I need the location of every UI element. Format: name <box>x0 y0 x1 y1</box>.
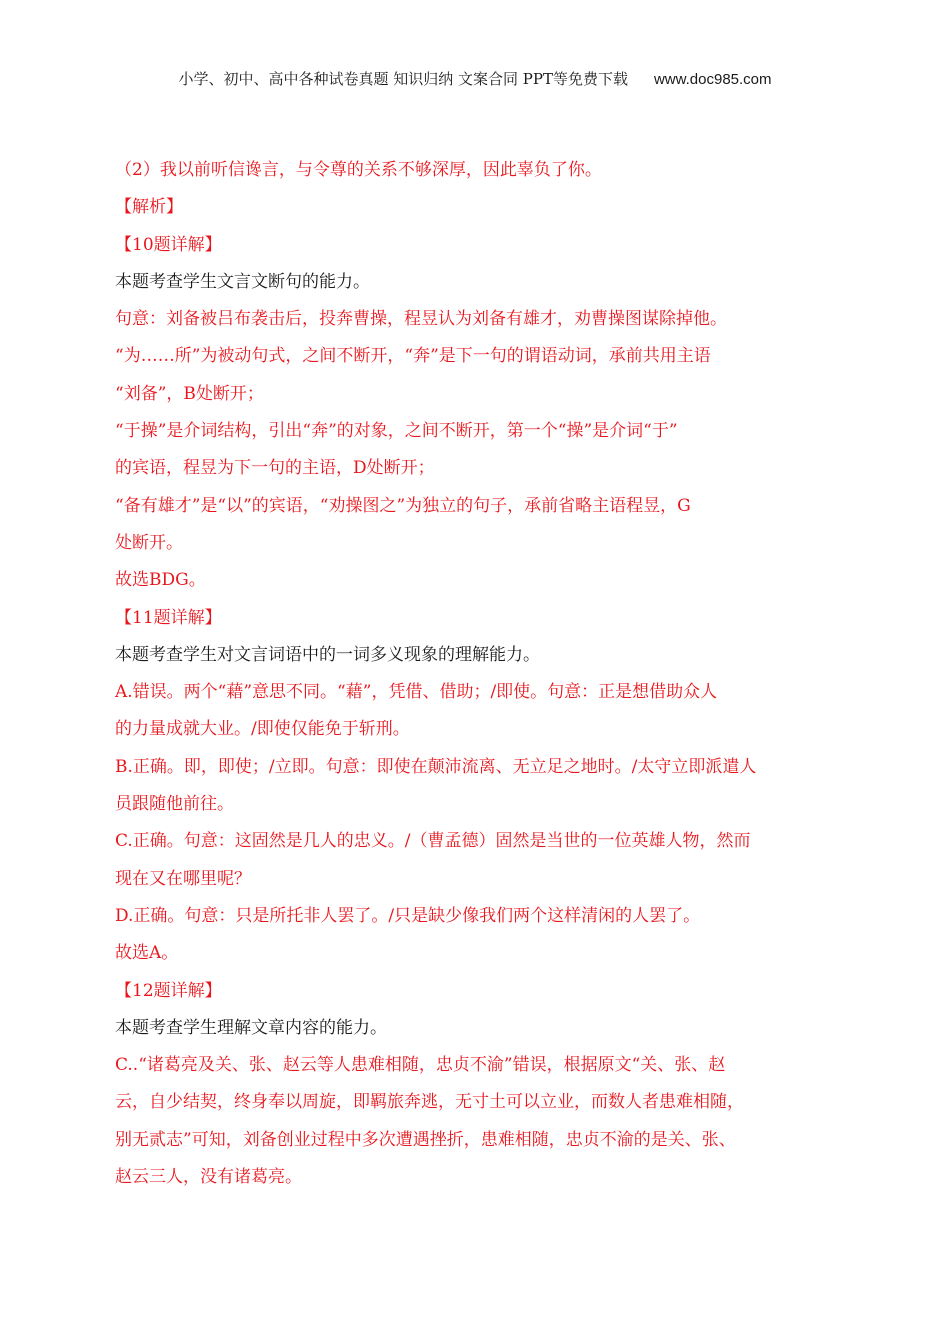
paragraph-line: “为……所”为被动句式，之间不断开，“奔”是下一句的谓语动词，承前共用主语 <box>115 346 711 367</box>
option-line: 的力量成就大业。/即使仅能免于斩刑。 <box>115 719 410 740</box>
option-line: C.正确。句意：这固然是几人的忠义。/（曹孟德）固然是当世的一位英雄人物，然而 <box>115 831 751 852</box>
question-intro: 本题考查学生文言文断句的能力。 <box>115 271 370 292</box>
option-line: A.错误。两个“藉”意思不同。“藉”，凭借、借助；/即使。句意：正是想借助众人 <box>115 682 718 703</box>
header-text: 小学、初中、高中各种试卷真题 知识归纳 文案合同 PPT等免费下载 <box>178 70 628 88</box>
option-line: B.正确。即，即使；/立即。句意：即使在颠沛流离、无立足之地时。/太守立即派遣人 <box>115 756 757 777</box>
question-heading: 【11题详解】 <box>115 607 222 628</box>
question-heading: 【10题详解】 <box>115 234 222 255</box>
paragraph-line: 处断开。 <box>115 532 183 553</box>
option-line: 员跟随他前往。 <box>115 794 234 815</box>
question-heading: 【12题详解】 <box>115 980 222 1001</box>
paragraph-line: “刘备”，B处断开； <box>115 383 264 404</box>
answer-line: （2）我以前听信谗言，与令尊的关系不够深厚，因此辜负了你。 <box>115 160 602 180</box>
page-header <box>0 68 950 89</box>
paragraph-line: 句意：刘备被吕布袭击后，投奔曹操，程昱认为刘备有雄才，劝曹操图谋除掉他。 <box>115 309 727 330</box>
question-intro: 本题考查学生对文言词语中的一词多义现象的理解能力。 <box>115 644 540 665</box>
paragraph-line: 云，自少结契，终身奉以周旋，即羁旅奔逃，无寸土可以立业，而数人者患难相随， <box>115 1092 744 1113</box>
paragraph-line: “于操”是介词结构，引出“奔”的对象，之间不断开，第一个“操”是介词“于” <box>115 421 678 442</box>
question-intro: 本题考查学生理解文章内容的能力。 <box>115 1017 387 1038</box>
paragraph-line: “备有雄才”是“以”的宾语，“劝操图之”为独立的句子，承前省略主语程昱，G <box>115 495 691 516</box>
option-line: 现在又在哪里呢？ <box>115 868 251 889</box>
section-heading: 【解析】 <box>115 197 183 218</box>
paragraph-line: 别无贰志”可知，刘备创业过程中多次遭遇挫折，患难相随，忠贞不渝的是关、张、 <box>115 1129 736 1150</box>
paragraph-line: C..“诸葛亮及关、张、赵云等人患难相随，忠贞不渝”错误，根据原文“关、张、赵 <box>115 1055 726 1076</box>
document-body <box>115 152 845 1196</box>
option-line: D.正确。句意：只是所托非人罢了。/只是缺少像我们两个这样清闲的人罢了。 <box>115 905 701 926</box>
header-url: www.doc985.com <box>653 71 772 88</box>
paragraph-line: 赵云三人，没有诸葛亮。 <box>115 1167 302 1188</box>
paragraph-line: 的宾语，程昱为下一句的主语，D处断开； <box>115 458 435 479</box>
answer-choice: 故选BDG。 <box>115 570 206 591</box>
answer-choice: 故选A。 <box>115 943 179 964</box>
